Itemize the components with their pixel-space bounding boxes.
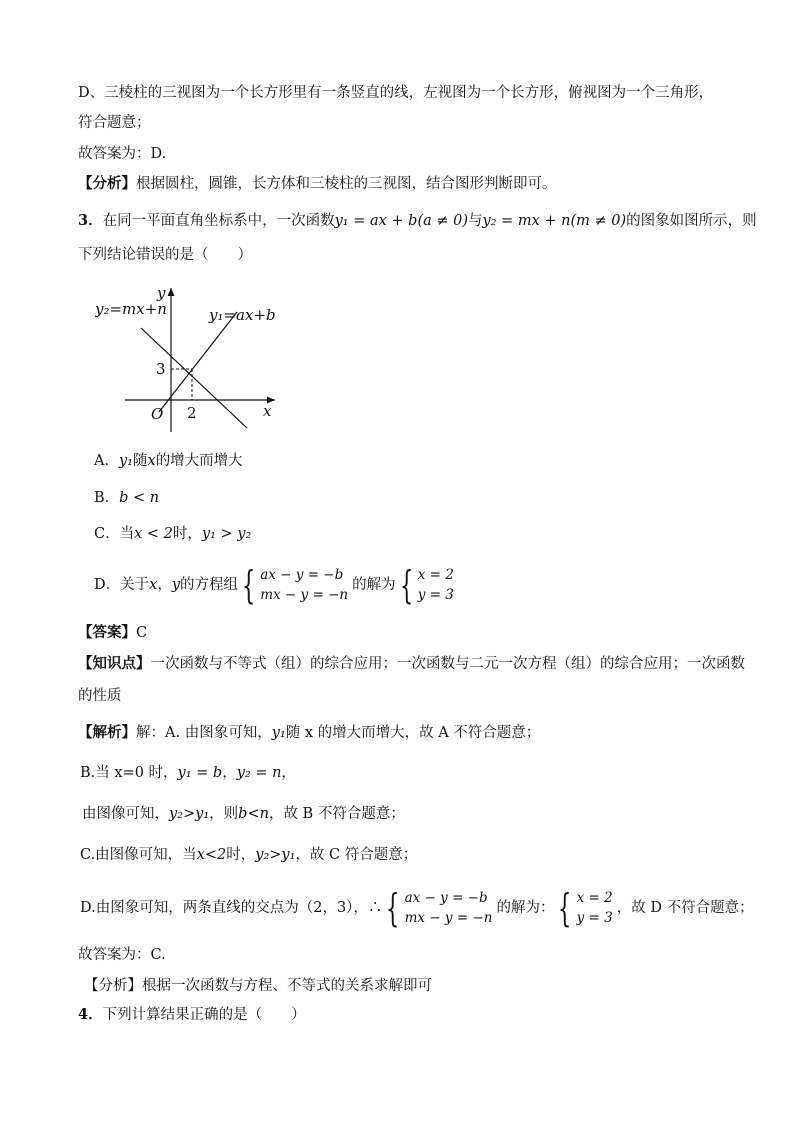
equation-row: mx − y = −n [260, 587, 349, 603]
option-d-text: 的解为 [352, 577, 396, 593]
q2-option-d-line1: D、三棱柱的三视图为一个长方形里有一条竖直的线，左视图为一个长方形，俯视图为一个三角形， [78, 85, 714, 101]
x-tick-label: 2 [187, 404, 197, 422]
option-d-text: 的方程组 [180, 577, 239, 593]
solution-system: { x = 2 y = 3 [399, 563, 454, 607]
q3-solution-d [80, 886, 754, 930]
y1-expression: y₁ = ax + b(a ≠ 0) [334, 213, 468, 229]
solution-text: 的解为： [496, 900, 555, 916]
linear-functions-graph [95, 282, 295, 442]
q2-option-d-line2: 符合题意； [78, 115, 151, 131]
solution-text: B.当 x=0 时， [80, 765, 178, 781]
solution-text: 时， [226, 847, 256, 863]
q3-solution-a [78, 722, 540, 744]
option-c-math: x < 2 [134, 526, 173, 542]
option-a-math: y₁ [118, 453, 133, 469]
stem-text: 下列计算结果正确的是（ ） [102, 1007, 306, 1023]
solution-row: x = 2 [417, 567, 454, 583]
x-axis-label: x [263, 402, 272, 420]
stem-text: 与 [468, 213, 483, 229]
analysis-text: 根据一次函数与方程、不等式的关系求解即可 [142, 978, 432, 994]
q3-stem-line2: 下列结论错误的是（ ） [78, 247, 252, 263]
solution-answer-system: { x = 2 y = 3 [558, 886, 613, 930]
solution-text: D.由图象可知，两条直线的交点为（2，3），∴ [80, 900, 383, 916]
solution-text: 由图像可知， [82, 806, 169, 822]
knowledge-label: 【知识点】 [78, 655, 151, 672]
solution-text: 解：A. 由图象可知， [136, 725, 272, 741]
solution-text: ，则 [209, 806, 239, 822]
solution-math: b<n [238, 806, 269, 822]
q3-final-answer: 故答案为：C. [78, 947, 166, 963]
solution-text: 随 x 的增大而增大，故 A 不符合题意； [285, 725, 541, 741]
solution-row: x = 2 [576, 890, 613, 906]
solution-row: y = 3 [417, 587, 454, 603]
option-a-math: x [147, 453, 156, 469]
answer-label: 【答案】 [78, 624, 136, 641]
solution-math: y₂>y₁ [169, 806, 210, 822]
q3-knowledge-line1 [78, 653, 745, 675]
solution-math: y₂>y₁ [255, 847, 296, 863]
question-number: 4． [78, 1006, 103, 1023]
q3-analysis [84, 975, 432, 997]
equation-row: mx − y = −n [404, 910, 493, 926]
stem-text: 的图象如图所示，则 [626, 213, 757, 229]
origin-label: O [151, 405, 164, 423]
solution-text: ，故 D 不符合题意； [616, 900, 754, 916]
y-axis-arrow-icon [168, 288, 175, 296]
solution-text: ，故 B 不符合题意； [268, 806, 405, 822]
solution-math: x<2 [196, 847, 227, 863]
option-d-text: ， [157, 577, 172, 593]
q2-answer: 故答案为：D. [78, 146, 167, 162]
q3-knowledge-line2: 的性质 [78, 688, 122, 704]
option-c-prefix: C．当 [94, 526, 135, 542]
y2-expression: y₂ = mx + n(m ≠ 0) [482, 213, 627, 229]
option-a [94, 450, 243, 472]
option-c [94, 523, 251, 545]
y-axis-label: y [157, 284, 166, 302]
analysis-label: 【分析】 [84, 978, 142, 994]
option-d-math: y [171, 577, 181, 593]
q3-solution-c [80, 844, 417, 866]
option-a-prefix: A． [94, 453, 119, 469]
option-c-math: y₁ > y₂ [201, 526, 252, 542]
y-tick-label: 3 [156, 360, 166, 378]
solution-text: ，故 C 符合题意； [295, 847, 418, 863]
solution-text: C.由图像可知，当 [80, 847, 197, 863]
analysis-label: 【分析】 [78, 175, 136, 192]
q3-solution-b2 [82, 803, 405, 825]
answer-value: C [136, 625, 148, 641]
option-d [94, 563, 458, 607]
solution-math: y₁ = b [177, 765, 223, 781]
option-c-text: 时， [172, 526, 202, 542]
q2-analysis [78, 173, 557, 195]
option-a-text: 随 [133, 453, 148, 469]
equation-system: { ax − y = −b mx − y = −n [242, 563, 349, 607]
q4-stem [78, 1004, 306, 1026]
solution-label: 【解析】 [78, 724, 136, 741]
q3-answer [78, 622, 147, 644]
knowledge-text: 一次函数与不等式（组）的综合应用；一次函数与二元一次方程（组）的综合应用；一次函数 [150, 656, 745, 672]
option-a-text: 的增大而增大 [155, 453, 243, 469]
question-number: 3． [78, 212, 103, 229]
option-b-math: b < n [119, 490, 160, 506]
option-b-prefix: B． [94, 490, 120, 506]
equation-row: ax − y = −b [260, 567, 344, 583]
q3-solution-b [80, 762, 296, 784]
y1-line-label: y₁=ax+b [209, 306, 276, 324]
stem-text: 在同一平面直角坐标系中，一次函数 [102, 213, 335, 229]
solution-row: y = 3 [576, 910, 613, 926]
solution-math: y₁ [271, 725, 286, 741]
option-b [94, 487, 159, 509]
solution-text: ， [222, 765, 237, 781]
equation-row: ax − y = −b [404, 890, 488, 906]
analysis-text: 根据圆柱，圆锥，长方体和三棱柱的三视图，结合图形判断即可。 [136, 176, 557, 192]
solution-equation-system: { ax − y = −b mx − y = −n [386, 886, 493, 930]
solution-math: y₂ = n [236, 765, 282, 781]
solution-text: ， [281, 765, 296, 781]
q3-stem-line1 [78, 210, 757, 232]
option-d-prefix: D．关于 [94, 577, 150, 593]
y2-line-label: y₂=mx+n [95, 300, 167, 318]
option-d-math: x [149, 577, 158, 593]
